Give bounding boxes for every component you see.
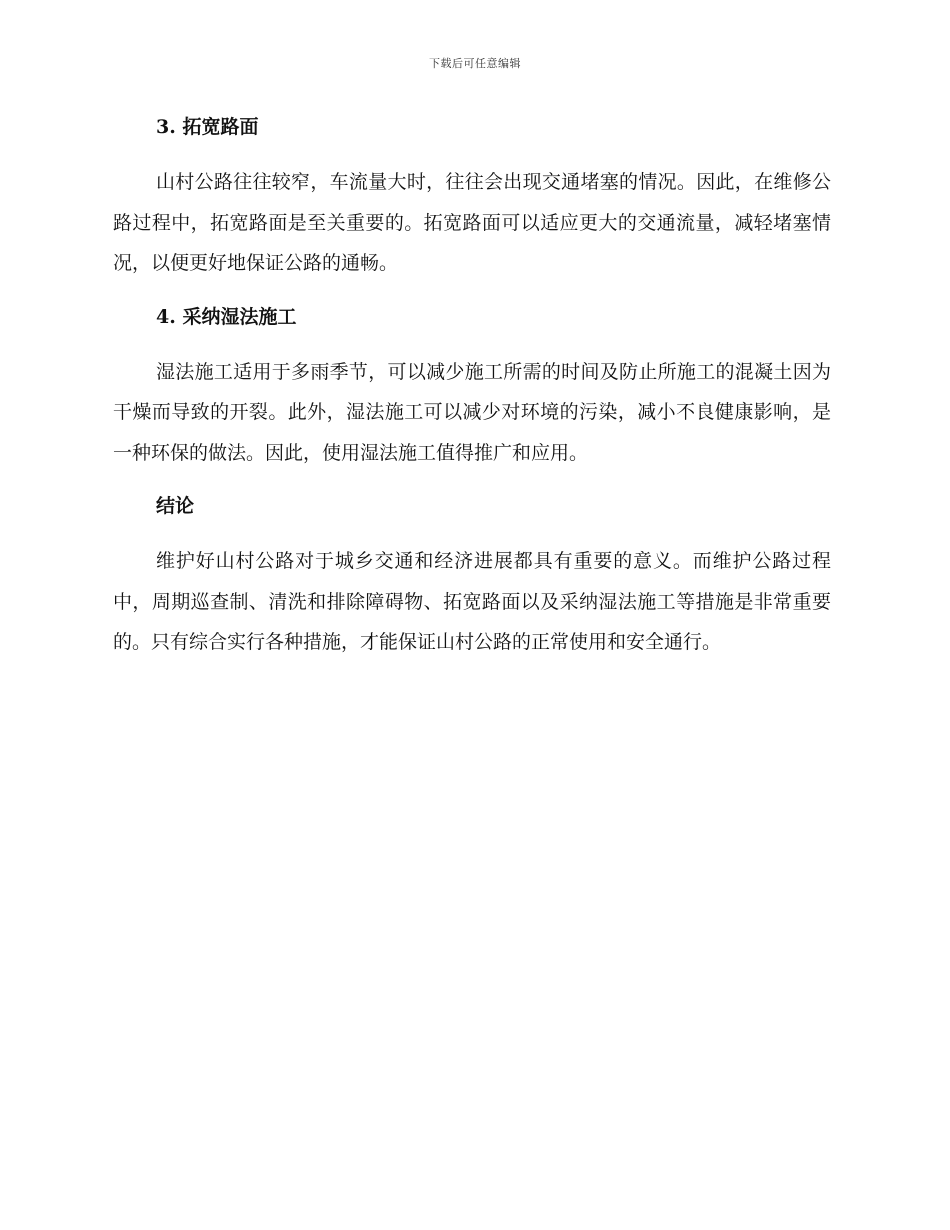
section-paragraph-widen-road: 山村公路往往较窄，车流量大时，往往会出现交通堵塞的情况。因此，在维修公路过程中，拓宽路面是至关重要的。拓宽路面可以适应更大的交通流量，减轻堵塞情况，以便更好地保证公路的通畅。 (113, 171, 831, 274)
section-heading-widen-road: 3. 拓宽路面 (156, 116, 259, 138)
page-header: 下载后可任意编辑 (429, 57, 521, 70)
document-body (113, 110, 831, 663)
section-paragraph-conclusion: 维护好山村公路对于城乡交通和经济进展都具有重要的意义。而维护公路过程中，周期巡查制、清洗和排除障碍物、拓宽路面以及采纳湿法施工等措施是非常重要的。只有综合实行各种措施，才能保证山村公路的正常使用和安全通行。 (113, 550, 831, 653)
section-heading-wet-construction: 4. 采纳湿法施工 (156, 305, 297, 328)
section-paragraph-wet-construction: 湿法施工适用于多雨季节，可以减少施工所需的时间及防止所施工的混凝土因为干燥而导致的开裂。此外，湿法施工可以减少对环境的污染，减小不良健康影响，是一种环保的做法。因此，使用湿法施工值得推广和应用。 (113, 360, 831, 464)
section-heading-conclusion: 结论 (156, 495, 195, 517)
